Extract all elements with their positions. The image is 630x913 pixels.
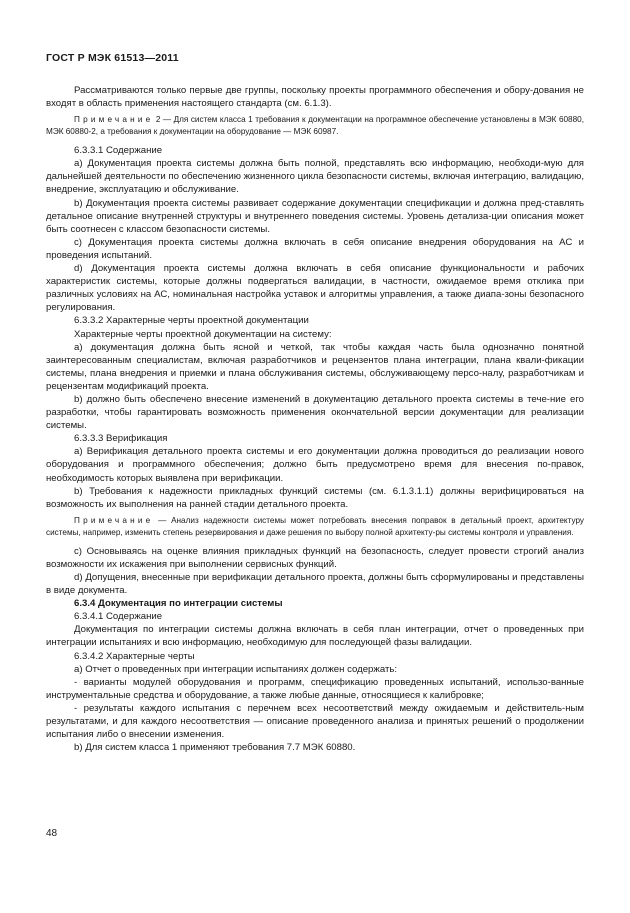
paragraph-a1: а) Документация проекта системы должна быть полной, представлять всю информацию, необходи-мую для дальнейшей деятельности по обеспечению жизненного цикла безопасности системы, включая интеграцию, валидацию, внедрение, эксплуатацию и обслуживание. (46, 158, 585, 196)
section-heading-6-3-3-3: 6.3.3.3 Верификация (74, 433, 168, 445)
note-3 (46, 515, 584, 539)
section-heading-6-3-3-1: 6.3.3.1 Содержание (74, 145, 163, 157)
document-body (46, 84, 584, 754)
paragraph-b2: b) должно быть обеспечено внесение изменений в документацию детального проекта системы в тече-ние его разработки, чтобы гарантировать возможность применения окончательной версии документации для реализации системы. (46, 393, 584, 432)
paragraph-integration: Документация по интеграции системы должна включать в себя план интеграции, отчет о проведенных при интеграции испытаниях и всю информацию, необходимую для последующей фазы валидации. (46, 624, 584, 649)
paragraph-b1: b) Документация проекта системы развивает содержание документации спецификации и должна пред-ставлять детальное описание внутренней структуры и внутреннего поведения системы. Уровень детализа-ции описания может быть соотнесен с классом безопасности системы. (46, 197, 584, 235)
page-number: 48 (46, 828, 58, 839)
paragraph-b3: b) Требования к надежности прикладных функций системы (см. 6.1.3.1.1) должны верифицироваться на возможность их выполнения на ранней стадии детального проекта. (46, 485, 584, 510)
note-text: — Анализ надежности системы может потребовать внесения поправок в детальный проект, архитектуру системы, например, изменить степень резервирования и даже решения по выбору полной архитекту-ры системы контроля и управления. (46, 515, 584, 537)
section-heading-6-3-4: 6.3.4 Документация по интеграции системы (74, 598, 283, 610)
section-heading-6-3-3-2: 6.3.3.2 Характерные черты проектной документации (74, 315, 309, 327)
note-label: Примечание (74, 515, 154, 525)
document-header: ГОСТ Р МЭК 61513—2011 (46, 52, 179, 64)
paragraph-d1: d) Документация проекта системы должна включать в себя описание функциональности и рабочих характеристик системы, которые должны подвергаться валидации, в частности, ожидаемое время отклика при различных условиях на АС, номинальная настройка уставок и алгоритмы управления, а также диапа-зоны безопасного регулирования. (46, 263, 584, 314)
paragraph-a2: а) документация должна быть ясной и четкой, так чтобы каждая часть была однозначно понятной заинтересованным специалистам, включая разработчиков и рецензентов плана интеграции, плана квали-фикации системы, плана внедрения и приемки и плана обслуживания системы, обслуживающему персо-налу, разработчикам и рецензентам модификаций проекта. (46, 341, 584, 392)
paragraph-c3: c) Основываясь на оценке влияния прикладных функций на безопасность, следует провести строгий анализ возможности их искажения при выполнении сервисных функций. (46, 545, 584, 570)
paragraph-b4: b) Для систем класса 1 применяют требования 7.7 МЭК 60880. (74, 742, 356, 754)
section-heading-6-3-4-1: 6.3.4.1 Содержание (74, 611, 163, 623)
paragraph-d3: d) Допущения, внесенные при верификации детального проекта, должны быть сформулированы и представлены в виде документа. (46, 572, 584, 597)
paragraph-a4: а) Отчет о проведенных при интеграции испытаниях должен содержать: (74, 663, 397, 675)
note-text: 2 — Для систем класса 1 требования к документации на программное обеспечение установлены в МЭК 60880, МЭК 60880-2, а требования к документации на оборудование — МЭК 60987. (46, 115, 584, 137)
section-heading-6-3-4-2: 6.3.4.2 Характерные черты (74, 650, 195, 662)
note-2 (46, 114, 584, 138)
paragraph-dash-2: - результаты каждого испытания с перечнем всех несоответствий между ожидаемым и действитель-ным результатами, и для каждого несоответствия — описание проведенного анализа и принятых решений о продолжении испытания либо о внесении изменения. (46, 702, 584, 741)
paragraph-dash-1: - варианты модулей оборудования и программ, спецификацию проведенных испытаний, использо-ванные инструментальные средства и оборудование, а также любые данные, относящиеся к калибровке; (46, 676, 584, 701)
paragraph-a3: а) Верификация детального проекта системы и его документации должна проводиться до реализации нового оборудования и программного обеспечения; должно быть предусмотрено время для внесения по-правок, необходимость которых выявлена при верификации. (46, 446, 584, 484)
paragraph-intro: Рассматриваются только первые две группы, поскольку проекты программного обеспечения и обору-дования не входят в область применения настоящего стандарта (см. 6.1.3). (46, 85, 584, 110)
paragraph-characteristics: Характерные черты проектной документации на систему: (74, 328, 332, 340)
note-label: Примечание (74, 115, 154, 125)
paragraph-c1: c) Документация проекта системы должна включать в себя описание внедрения оборудования на АС и проведения испытаний. (46, 236, 584, 261)
